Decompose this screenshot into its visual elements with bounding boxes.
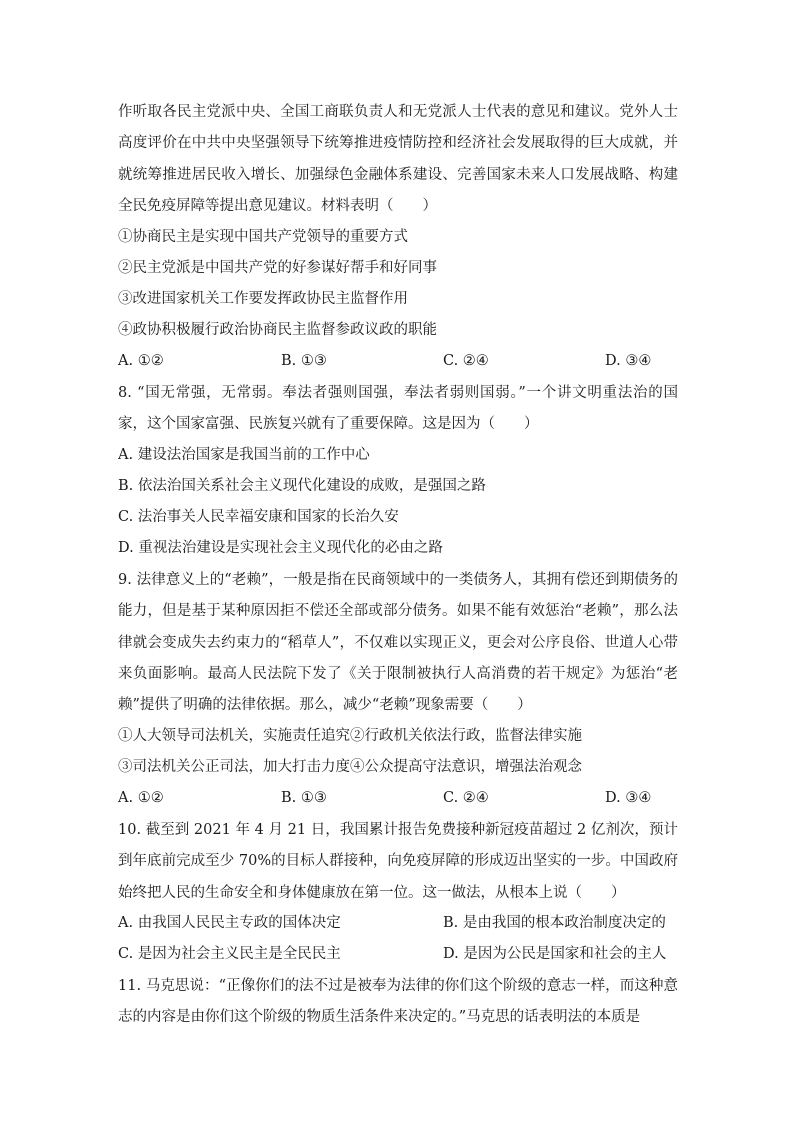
q7-option-d[interactable]: D. ③④ (605, 353, 652, 369)
q7-options (118, 346, 678, 377)
q7-stem: 作听取各民主党派中央、全国工商联负责人和无党派人士代表的意见和建议。党外人士高度评价在中共中央坚强领导下统筹推进疫情防控和经济社会发展取得的巨大成就，并就统筹推进居民收入增长、加强绿色金融体系建设、完善国家未来人口发展战略、构建全民免疫屏障等提出意见建议。材料表明（ ） (118, 104, 678, 214)
q7-option-c[interactable]: C. ②④ (443, 353, 489, 369)
q9-options (118, 783, 678, 814)
q7-item-2: ②民主党派是中国共产党的好参谋好帮手和好同事 (118, 260, 437, 276)
q10-options-row-2 (118, 939, 678, 970)
q8-option-d[interactable]: D. 重视法治建设是实现社会主义现代化的必由之路 (118, 540, 443, 556)
q9-item-2: ③司法机关公正司法，加大打击力度④公众提高守法意识，增强法治观念 (118, 759, 582, 775)
q9-option-a[interactable]: A. ①② (118, 790, 164, 806)
q9-option-b[interactable]: B. ①③ (281, 790, 327, 806)
q8-stem: 8. “国无常强，无常弱。奉法者强则国强，奉法者弱则国弱。”一个讲文明重法治的国家，这个国家富强、民族复兴就有了重要保障。这是因为（ ） (118, 385, 678, 433)
q8-option-c[interactable]: C. 法治事关人民幸福安康和国家的长治久安 (118, 509, 399, 525)
q10-option-c[interactable]: C. 是因为社会主义民主是全民民主 (118, 946, 341, 962)
q7-item-1: ①协商民主是实现中国共产党领导的重要方式 (118, 229, 408, 245)
q9-item-1: ①人大领导司法机关，实施责任追究②行政机关依法行政，监督法律实施 (118, 728, 582, 744)
q7-option-a[interactable]: A. ①② (118, 353, 164, 369)
q11-stem: 11. 马克思说：“正像你们的法不过是被奉为法律的你们这个阶级的意志一样，而这种意志的内容是由你们这个阶级的物质生活条件来决定的。”马克思的话表明法的本质是 (118, 978, 678, 1026)
q10-option-d[interactable]: D. 是因为公民是国家和社会的主人 (443, 946, 667, 962)
q7-option-b[interactable]: B. ①③ (281, 353, 327, 369)
q7-item-3: ③改进国家机关工作要发挥政协民主监督作用 (118, 291, 408, 307)
q9-stem: 9. 法律意义上的“老赖”，一般是指在民商领域中的一类债务人，其拥有偿还到期债务的能力，但是基于某种原因拒不偿还全部或部分债务。如果不能有效惩治“老赖”，那么法律就会变成失去约束力的“稻草人”，不仅难以实现正义，更会对公序良俗、世道人心带来负面影响。最高人民法院下发了《关于限制被执行人高消费的若干规定》为惩治“老赖”提供了明确的法律依据。那么，减少“老赖”现象需要（ ） (118, 572, 678, 714)
q9-option-c[interactable]: C. ②④ (443, 790, 489, 806)
q8-option-b[interactable]: B. 依法治国关系社会主义现代化建设的成败，是强国之路 (118, 478, 486, 494)
q9-option-d[interactable]: D. ③④ (605, 790, 652, 806)
q10-option-a[interactable]: A. 由我国人民民主专政的国体决定 (118, 915, 341, 931)
q10-stem: 10. 截至到 2021 年 4 月 21 日，我国累计报告免费接种新冠疫苗超过 2 亿剂次，预计到年底前完成至少 70%的目标人群接种，向免疫屏障的形成迈出坚实的一步。中国政府始终把人民的生命安全和身体健康放在第一位。这一做法，从根本上说（ ） (118, 822, 678, 901)
q10-options-row-1 (118, 908, 678, 939)
q8-option-a[interactable]: A. 建设法治国家是我国当前的工作中心 (118, 447, 370, 463)
q10-option-b[interactable]: B. 是由我国的根本政治制度决定的 (443, 915, 666, 931)
q7-item-4: ④政协积极履行政治协商民主监督参政议政的职能 (118, 322, 437, 338)
